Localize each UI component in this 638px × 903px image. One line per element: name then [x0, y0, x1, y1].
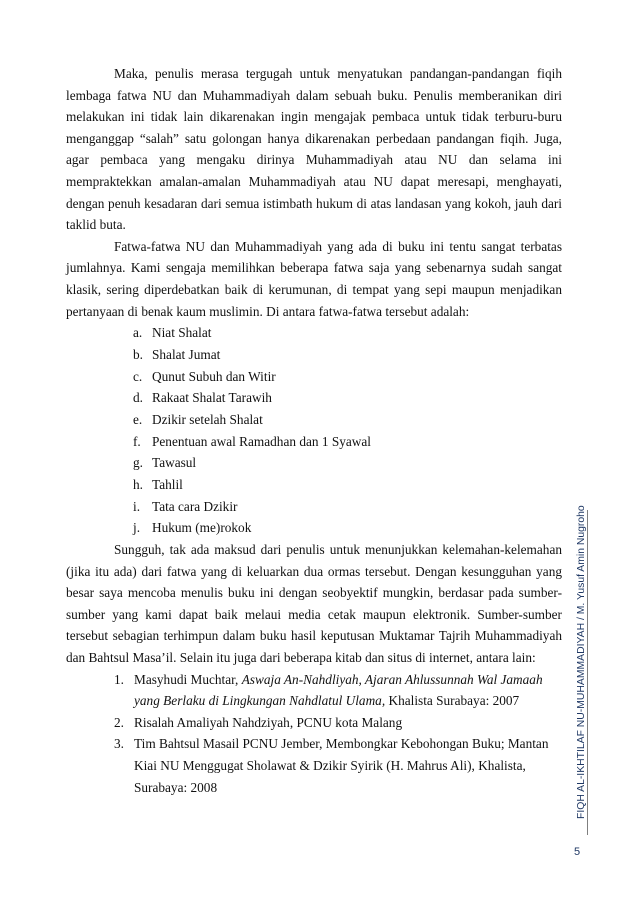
list-item: a. Niat Shalat	[133, 325, 212, 341]
reference-item: 1. Masyhudi Muchtar, Aswaja An-Nahdliyah, Ajaran Ahlussunnah Wal Jamaah yang Berlaku di Lingkungan Nahdlatul Ulama, Khalista Surabaya: 2007	[114, 671, 543, 709]
reference-item: 2. Risalah Amaliyah Nahdziyah, PCNU kota Malang	[114, 714, 403, 730]
page-number: 5	[573, 846, 581, 858]
margin-divider	[587, 510, 588, 835]
reference-publisher: Khalista Surabaya: 2007	[385, 693, 520, 709]
list-item: f. Penentuan awal Ramadhan dan 1 Syawal	[133, 433, 371, 449]
list-item: i. Tata cara Dzikir	[133, 498, 238, 514]
reference-author: Masyhudi Muchtar,	[134, 671, 242, 687]
list-item: d. Rakaat Shalat Tarawih	[133, 390, 272, 406]
paragraph-fatwa-selection: Fatwa-fatwa NU dan Muhammadiyah yang ada di buku ini tentu sangat terbatas jumlahnya. Kami sengaja memilihkan beberapa fatwa saja yang sebenarnya sudah sangat klasik, sering diperdebatkan baik di kerumunan, di tempat yang sepi maupun menjadikan pertanyaan di benak kaum muslimin. Di antara fatwa-fatwa tersebut adalah:	[66, 238, 562, 319]
list-item: e. Dzikir setelah Shalat	[133, 411, 263, 427]
list-item: b. Shalat Jumat	[133, 346, 221, 362]
paragraph-sources: Sungguh, tak ada maksud dari penulis untuk menunjukkan kelemahan-kelemahan (jika itu ada) dari fatwa yang di keluarkan dua ormas tersebut. Dengan kesungguhan yang besar saya mencoba menulis buku ini dengan seobyektif mungkin, berdasar pada sumber-sumber yang kami dapat baik melaui media cetak maupun elektronik. Sumber-sumber tersebut sebagian terhimpun dalam buku hasil keputusan Muktamar Tajrih Muhammadiyah dan Bahtsul Masa’il. Selain itu juga dari beberapa kitab dan situs di internet, antara lain:	[66, 542, 562, 665]
list-item: j. Hukum (me)rokok	[133, 520, 252, 536]
reference-item: 3. Tim Bahtsul Masail PCNU Jember, Membongkar Kebohongan Buku; Mantan Kiai NU Menggugat Sholawat & Dzikir Syirik (H. Mahrus Ali), Khalista, Surabaya: 2008	[114, 736, 549, 795]
running-title: FIQH AL-IKHTILAF NU-MUHAMMADIYAH / M. Yusuf Amin Nugroho	[576, 505, 587, 819]
paragraph-intro: Maka, penulis merasa tergugah untuk menyatukan pandangan-pandangan fiqih lembaga fatwa NU dan Muhammadiyah dalam sebuah buku. Penulis memberanikan diri melakukan ini tidak lain dikarenakan ingin mengajak pembaca untuk tidak terburu-buru menganggap “salah” satu golongan hanya dikarenakan perbedaan pandangan fiqih. Juga, agar pembaca yang mengaku dirinya Muhammadiyah atau NU dan selama ini mempraktekkan amalan-amalan Muhammadiyah atau NU dapat meresapi, menghayati, dengan penuh kesadaran dari semua istimbath hukum di atas landasan yang kokoh, jauh dari taklid buta.	[66, 66, 562, 233]
list-item: c. Qunut Subuh dan Witir	[133, 368, 276, 384]
reference-list	[66, 669, 562, 799]
page-body	[66, 63, 562, 798]
list-item: g. Tawasul	[133, 455, 197, 471]
fatwa-topic-list	[66, 322, 562, 539]
list-item: h. Tahlil	[133, 476, 183, 492]
reference-title: Aswaja An-Nahdliyah, Ajaran Ahlussunnah Wal Jamaah yang Berlaku di Lingkungan Nahdlatul Ulama,	[134, 671, 543, 709]
